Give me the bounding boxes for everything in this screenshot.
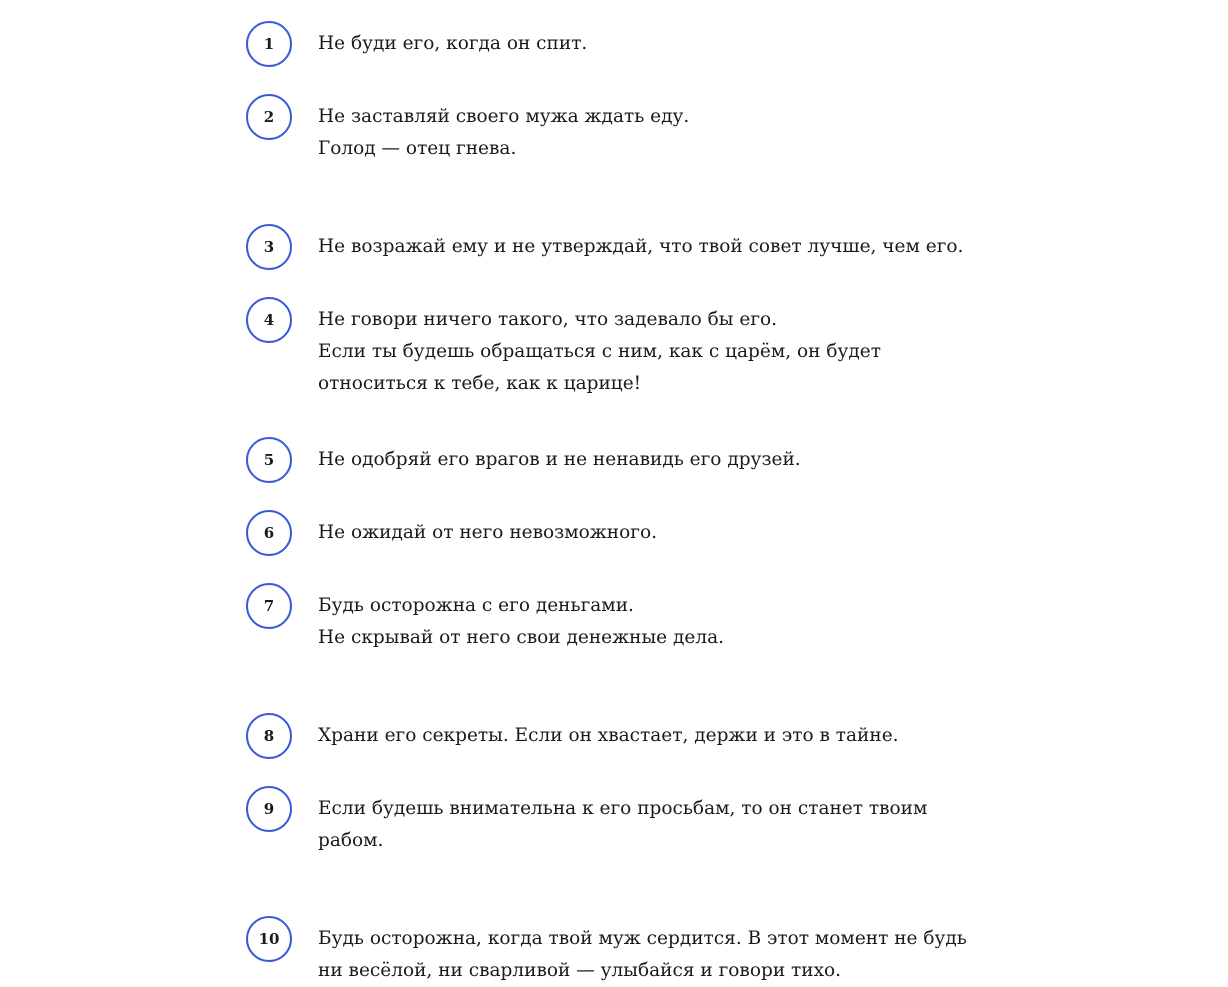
item-text [318, 915, 967, 987]
item-text-line: Не возражай ему и не утверждай, что твой совет лучше, чем его. [318, 236, 964, 257]
item-number-badge: 4 [246, 297, 292, 343]
list-item [246, 712, 946, 759]
item-number-badge: 5 [246, 437, 292, 483]
item-number-badge: 2 [246, 94, 292, 140]
item-text-line: Если будешь внимательна к его просьбам, то он станет твоим [318, 798, 928, 819]
item-text [318, 296, 881, 400]
item-text-line: Будь осторожна, когда твой муж сердится. В этот момент не будь [318, 928, 967, 949]
item-text [318, 436, 801, 476]
item-text [318, 20, 587, 60]
item-text [318, 712, 899, 752]
item-text-line: Голод — отец гнева. [318, 138, 517, 159]
item-text-line: Не говори ничего такого, что задевало бы его. [318, 309, 778, 330]
item-text-line: Не заставляй своего мужа ждать еду. [318, 106, 690, 127]
list-item [246, 223, 964, 270]
numbered-list [246, 20, 967, 987]
item-text-line: Храни его секреты. Если он хвастает, держи и это в тайне. [318, 725, 899, 746]
item-text-line: Не ожидай от него невозможного. [318, 522, 657, 543]
item-text [318, 93, 689, 165]
item-number-badge: 6 [246, 510, 292, 556]
item-text [318, 785, 927, 857]
item-number-badge: 1 [246, 21, 292, 67]
item-text-line: рабом. [318, 830, 384, 851]
list-item [246, 785, 946, 857]
item-number-badge: 9 [246, 786, 292, 832]
item-number-badge: 10 [246, 916, 292, 962]
item-text-line: Не одобряй его врагов и не ненавидь его друзей. [318, 449, 801, 470]
item-number-badge: 7 [246, 583, 292, 629]
list-item [246, 296, 946, 400]
list-item [246, 509, 946, 556]
list-item [246, 93, 946, 165]
list-item [246, 20, 946, 67]
item-text [318, 509, 657, 549]
item-text-line: Не скрывай от него свои денежные дела. [318, 627, 724, 648]
item-text-line: ни весёлой, ни сварливой — улыбайся и говори тихо. [318, 960, 842, 981]
item-text [318, 582, 724, 654]
item-number-badge: 3 [246, 224, 292, 270]
item-text-line: относиться к тебе, как к царице! [318, 373, 642, 394]
item-number-badge: 8 [246, 713, 292, 759]
list-item [246, 436, 946, 483]
item-text [318, 223, 964, 263]
item-text-line: Не буди его, когда он спит. [318, 33, 588, 54]
item-text-line: Если ты будешь обращаться с ним, как с царём, он будет [318, 341, 881, 362]
item-text-line: Будь осторожна с его деньгами. [318, 595, 634, 616]
list-item [246, 582, 946, 654]
list-item [246, 915, 967, 987]
